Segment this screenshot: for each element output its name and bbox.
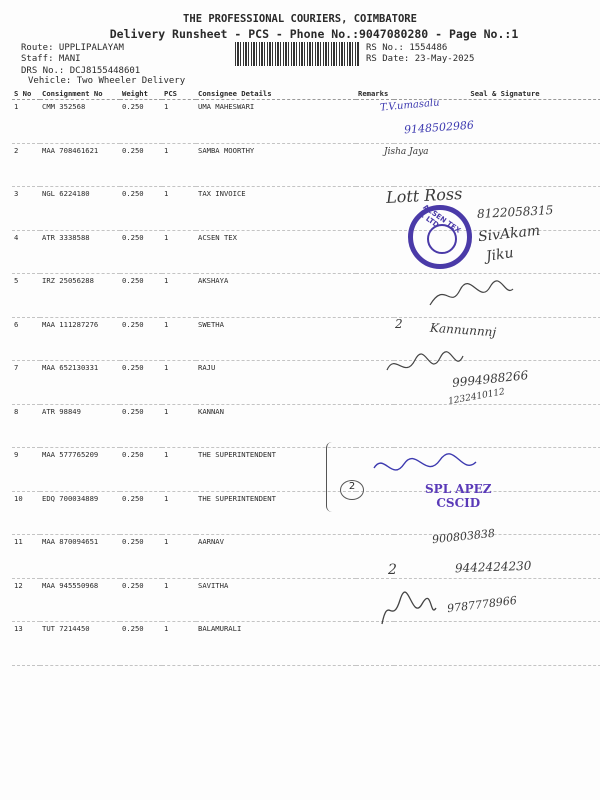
cell-pcs: 1 (162, 578, 196, 622)
cell-consignment-no: MAA 577765209 (40, 448, 120, 492)
cell-sno: 13 (12, 622, 40, 666)
cell-remarks (356, 274, 394, 318)
cell-consignee: KANNAN (196, 404, 356, 448)
cell-consignee: SWETHA (196, 317, 356, 361)
rs-number: RS No.: 1554486 (366, 43, 448, 53)
table-row (12, 100, 600, 144)
cell-weight: 0.250 (120, 622, 162, 666)
col-header-seal-signature: Seal & Signature (394, 88, 600, 100)
cell-weight: 0.250 (120, 317, 162, 361)
cell-consignment-no: TUT 7214450 (40, 622, 120, 666)
vehicle: Vehicle: Two Wheeler Delivery (28, 76, 186, 86)
signature-12-phone: 9442424230 (454, 558, 532, 576)
signature-3-phone: 8122058315 (476, 203, 554, 221)
cell-consignee: BALAMURALI (196, 622, 356, 666)
signature-7-name: Kannunnnj (429, 320, 497, 340)
signature-8-phone: 9994988266 (451, 368, 529, 390)
cell-sno: 7 (12, 361, 40, 405)
cell-consignee: THE SUPERINTENDENT (196, 491, 356, 535)
cell-sno: 2 (12, 143, 40, 187)
cell-consignment-no: MAA 945550968 (40, 578, 120, 622)
cell-remarks (356, 230, 394, 274)
signature-4-a: SivAkam (477, 222, 541, 246)
cell-weight: 0.250 (120, 361, 162, 405)
cell-consignment-no: MAA 870094651 (40, 535, 120, 579)
cell-pcs: 1 (162, 491, 196, 535)
cell-weight: 0.250 (120, 187, 162, 231)
cell-pcs: 1 (162, 187, 196, 231)
signature-3-name: Lott Ross (385, 184, 463, 207)
stamp-text: ACSEN TEX P. LTD (416, 203, 462, 235)
cell-weight: 0.250 (120, 274, 162, 318)
col-header-pcs: PCS (162, 88, 196, 100)
cell-pcs: 1 (162, 622, 196, 666)
route: Route: UPPLIPALAYAM (21, 43, 124, 53)
runsheet-title: Delivery Runsheet - PCS - Phone No.:9047080280 - Page No.:1 (109, 27, 519, 41)
cell-sno: 11 (12, 535, 40, 579)
signature-7-mark: 2 (395, 317, 403, 331)
cell-consignee: TAX INVOICE (196, 187, 356, 231)
brace-mark (326, 442, 335, 512)
signature-1-phone: 9148502986 (403, 118, 475, 137)
signature-13-scribble (378, 590, 438, 630)
table-row (12, 622, 600, 666)
spl-stamp-line-1: SPL APEZ (425, 482, 492, 496)
cell-pcs: 1 (162, 230, 196, 274)
cell-weight: 0.250 (120, 404, 162, 448)
col-header-remarks: Remarks (356, 88, 394, 100)
cell-consignment-no: IRZ 25056288 (40, 274, 120, 318)
cell-consignee: AARNAV (196, 535, 356, 579)
cell-consignee: AKSHAYA (196, 274, 356, 318)
cell-pcs: 1 (162, 100, 196, 144)
cell-sno: 6 (12, 317, 40, 361)
cell-remarks (356, 404, 394, 448)
cell-pcs: 1 (162, 404, 196, 448)
table-row (12, 317, 600, 361)
drs-number: DRS No.: DCJ8155448601 (21, 66, 141, 76)
cell-consignment-no: MAA 652130331 (40, 361, 120, 405)
col-header-sno: S No (12, 88, 40, 100)
cell-sno: 1 (12, 100, 40, 144)
cell-consignment-no: CMM 352568 (40, 100, 120, 144)
cell-weight: 0.250 (120, 100, 162, 144)
cell-sno: 9 (12, 448, 40, 492)
cell-consignee: THE SUPERINTENDENT (196, 448, 356, 492)
table-row (12, 448, 600, 492)
signature-8-number: 1232410112 (447, 387, 506, 407)
col-header-weight: Weight (120, 88, 162, 100)
staff: Staff: MANI (21, 54, 81, 64)
cell-sno: 12 (12, 578, 40, 622)
cell-sno: 10 (12, 491, 40, 535)
cell-consignment-no: ATR 3338588 (40, 230, 120, 274)
col-header-consignment: Consignment No (40, 88, 120, 100)
signature-1-name: T.V.umasalu (379, 97, 441, 114)
cell-sno: 5 (12, 274, 40, 318)
cell-sno: 4 (12, 230, 40, 274)
rs-date: RS Date: 23-May-2025 (366, 54, 475, 64)
signature-13-phone: 9787778966 (446, 593, 518, 616)
cell-consignee: ACSEN TEX (196, 230, 356, 274)
signature-11-phone: 900803838 (431, 526, 496, 547)
cell-weight: 0.250 (120, 448, 162, 492)
cell-sno: 8 (12, 404, 40, 448)
cell-consignment-no: MAA 111287276 (40, 317, 120, 361)
table-row (12, 491, 600, 535)
cell-consignment-no: MAA 708461621 (40, 143, 120, 187)
cell-sno: 3 (12, 187, 40, 231)
cell-consignee: UMA MAHESWARI (196, 100, 356, 144)
table-row (12, 143, 600, 187)
cell-weight: 0.250 (120, 578, 162, 622)
cell-pcs: 1 (162, 274, 196, 318)
table-row (12, 404, 600, 448)
cell-weight: 0.250 (120, 491, 162, 535)
cell-pcs: 1 (162, 143, 196, 187)
cell-consignee: RAJU (196, 361, 356, 405)
cell-pcs: 1 (162, 448, 196, 492)
cell-weight: 0.250 (120, 535, 162, 579)
spl-stamp-line-2: CSCID (436, 496, 481, 510)
cell-consignment-no: EDQ 700034889 (40, 491, 120, 535)
cell-consignee: SAVITHA (196, 578, 356, 622)
cell-consignment-no: ATR 98849 (40, 404, 120, 448)
signature-12-mark: 2 (388, 562, 397, 578)
cell-remarks (356, 491, 394, 535)
cell-consignment-no: NGL 6224180 (40, 187, 120, 231)
cell-weight: 0.250 (120, 230, 162, 274)
cell-weight: 0.250 (120, 143, 162, 187)
cell-pcs: 1 (162, 361, 196, 405)
barcode (235, 42, 359, 66)
signature-5-scribble (425, 275, 515, 315)
cell-pcs: 1 (162, 317, 196, 361)
acsen-tex-stamp (408, 205, 472, 269)
cell-consignee: SAMBA MOORTHY (196, 143, 356, 187)
circled-mark: 2 (340, 480, 364, 500)
signature-4-b: Jiku (485, 245, 515, 265)
company-title: THE PROFESSIONAL COURIERS, COIMBATORE (183, 13, 417, 25)
table-header-row (12, 88, 600, 100)
spl-apez-stamp (425, 482, 492, 510)
cell-seal-signature (394, 404, 600, 448)
signature-2: Jisha Jaya (384, 147, 429, 157)
cell-pcs: 1 (162, 535, 196, 579)
col-header-consignee: Consignee Details (196, 88, 356, 100)
